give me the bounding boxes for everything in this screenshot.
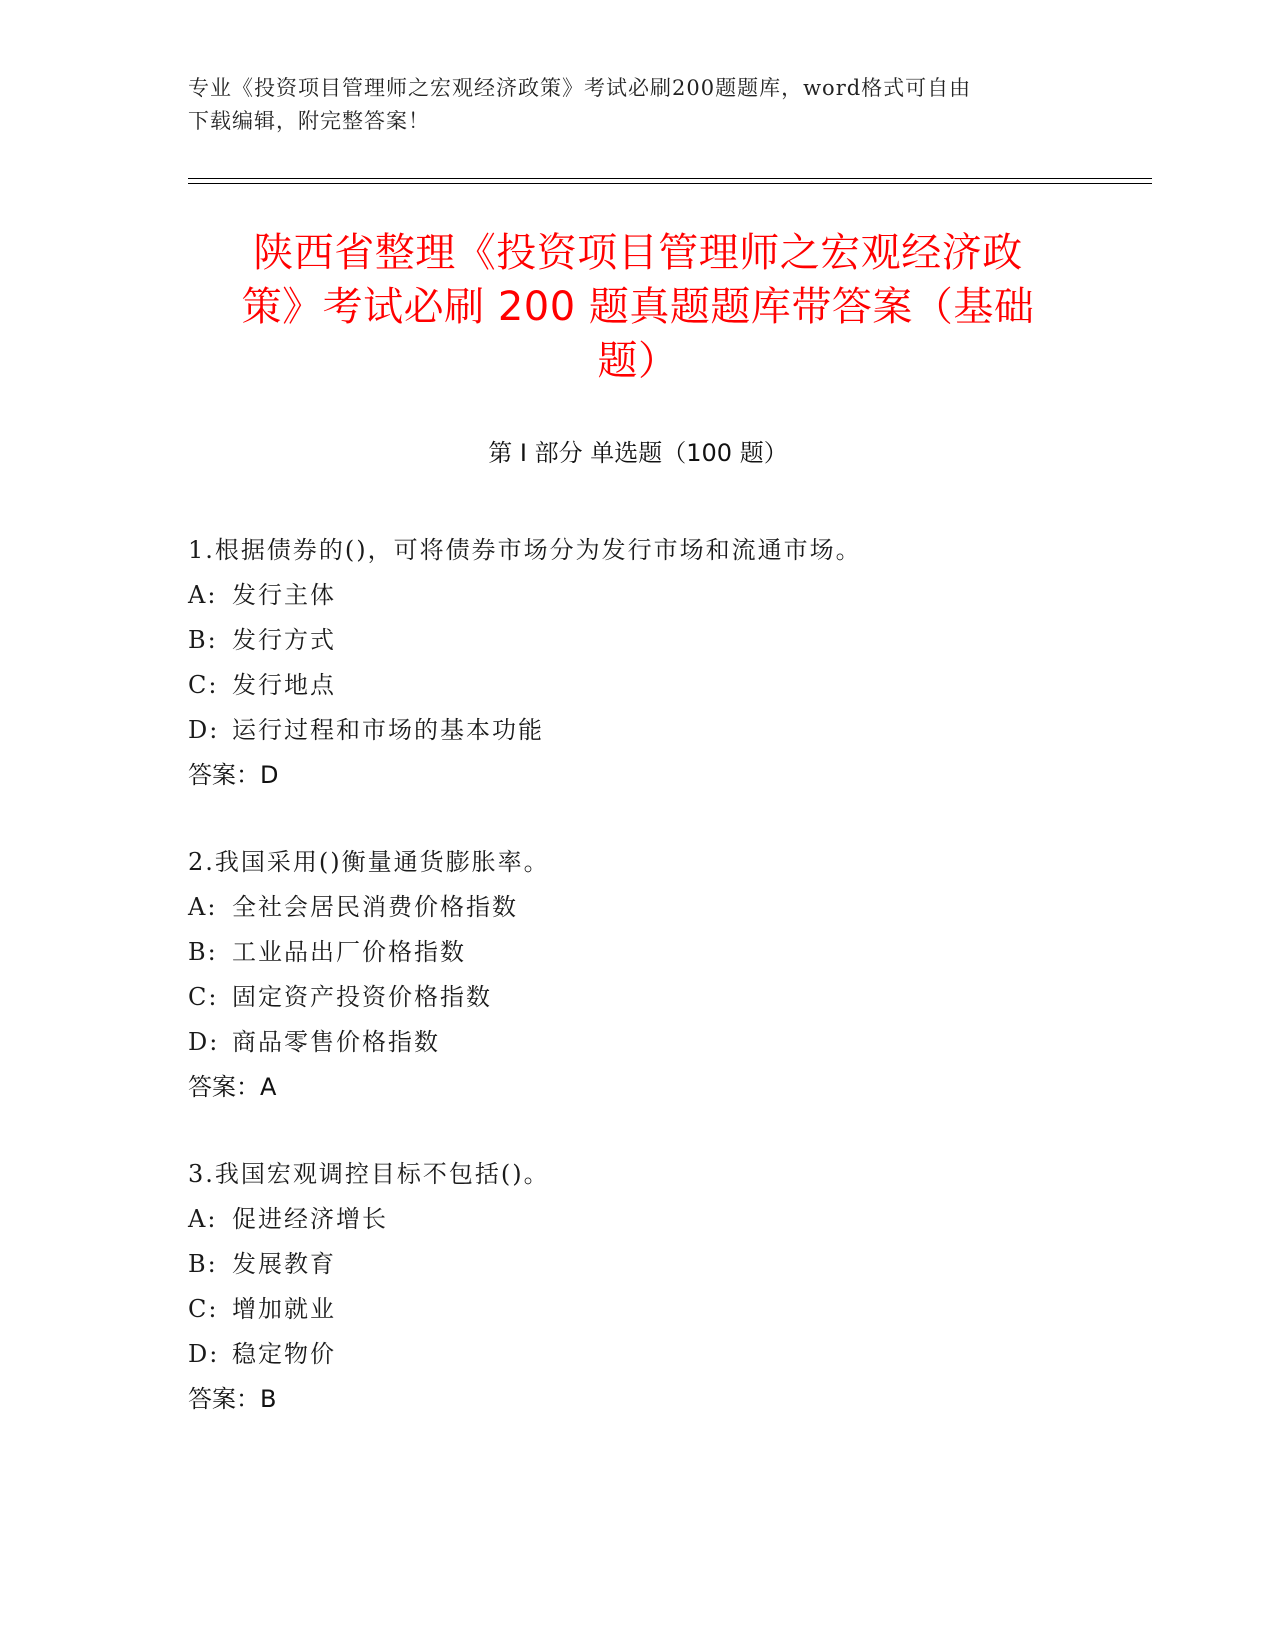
header-note (188, 72, 1088, 138)
option-b (188, 1242, 1108, 1287)
option-text: 发行主体 (232, 581, 336, 609)
answer-line: 答案：D (188, 761, 279, 789)
option-c (188, 1287, 1108, 1332)
option-letter: C: (188, 983, 219, 1011)
header-note-line-1: 专业《投资项目管理师之宏观经济政策》考试必刷200题题库，word格式可自由 (188, 76, 972, 100)
document-title-line-3: 题） (597, 338, 679, 384)
answer-line: 答案：B (188, 1385, 277, 1413)
question-stem: 2.我国采用()衡量通货膨胀率。 (188, 848, 550, 876)
header-note-line-2: 下载编辑，附完整答案！ (188, 109, 430, 133)
document-title-line-2: 策》考试必刷 200 题真题题库带答案（基础 (241, 284, 1035, 330)
option-letter: A: (188, 581, 218, 609)
question-1 (188, 528, 1108, 798)
option-letter: C: (188, 1295, 219, 1323)
document-title (188, 226, 1088, 388)
option-letter: A: (188, 893, 218, 921)
option-letter: B: (188, 1250, 218, 1278)
option-c (188, 663, 1108, 708)
option-text: 发行地点 (232, 671, 336, 699)
option-text: 增加就业 (232, 1295, 336, 1323)
option-a (188, 573, 1108, 618)
option-text: 稳定物价 (232, 1340, 336, 1368)
question-2 (188, 840, 1108, 1110)
option-text: 发行方式 (232, 626, 336, 654)
option-letter: B: (188, 626, 218, 654)
option-letter: D: (188, 716, 220, 744)
header-divider-bottom (188, 183, 1152, 184)
option-c (188, 975, 1108, 1020)
option-text: 工业品出厂价格指数 (232, 938, 466, 966)
section-title: 第 I 部分 单选题（100 题） (488, 439, 788, 467)
answer-line: 答案：A (188, 1073, 277, 1101)
option-a (188, 885, 1108, 930)
option-text: 运行过程和市场的基本功能 (232, 716, 544, 744)
document-title-line-1: 陕西省整理《投资项目管理师之宏观经济政 (253, 230, 1023, 276)
option-text: 发展教育 (232, 1250, 336, 1278)
option-text: 商品零售价格指数 (232, 1028, 440, 1056)
option-text: 固定资产投资价格指数 (232, 983, 492, 1011)
header-divider-top (188, 178, 1152, 179)
option-d (188, 708, 1108, 753)
option-text: 促进经济增长 (232, 1205, 388, 1233)
option-text: 全社会居民消费价格指数 (232, 893, 518, 921)
option-letter: C: (188, 671, 219, 699)
option-d (188, 1332, 1108, 1377)
question-list (188, 528, 1108, 1464)
option-a (188, 1197, 1108, 1242)
question-stem: 3.我国宏观调控目标不包括()。 (188, 1160, 550, 1188)
option-letter: D: (188, 1028, 220, 1056)
option-letter: D: (188, 1340, 220, 1368)
option-d (188, 1020, 1108, 1065)
question-3 (188, 1152, 1108, 1422)
option-letter: B: (188, 938, 218, 966)
option-b (188, 618, 1108, 663)
option-b (188, 930, 1108, 975)
option-letter: A: (188, 1205, 218, 1233)
question-stem: 1.根据债券的()，可将债券市场分为发行市场和流通市场。 (188, 536, 862, 564)
